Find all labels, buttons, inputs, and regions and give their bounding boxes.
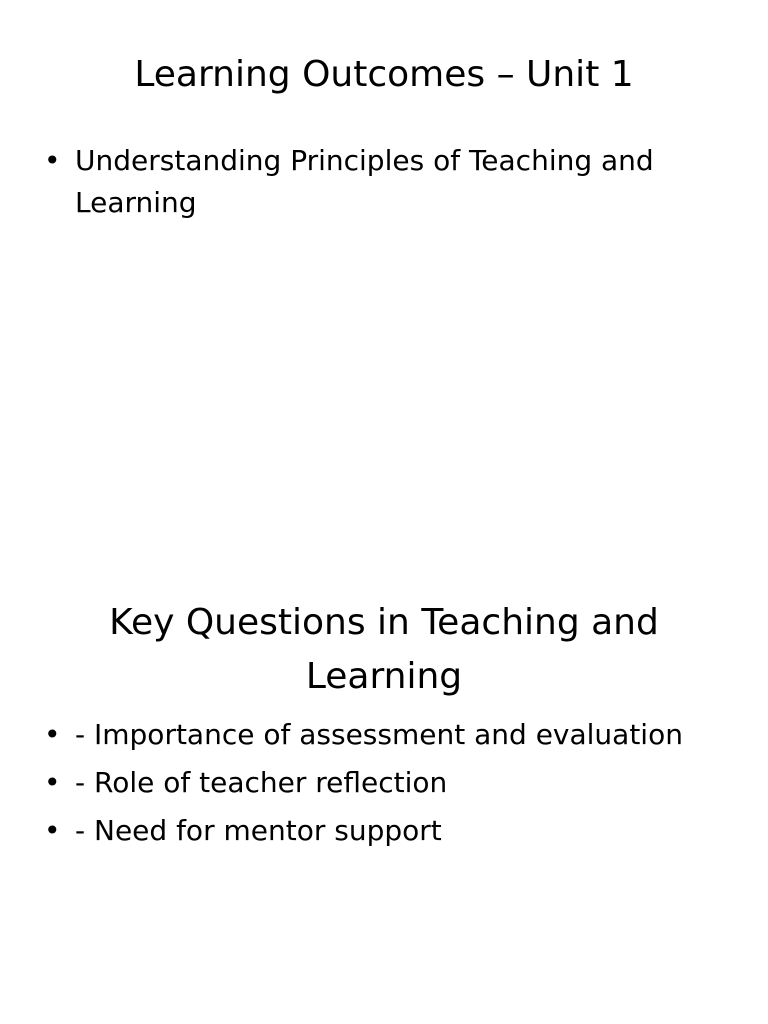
bullet-dot-icon: • — [44, 766, 61, 799]
bullet-text: - Need for mentor support — [75, 814, 442, 847]
slide-title: Learning Outcomes – Unit 1 — [134, 54, 634, 95]
bullet-list — [40, 714, 708, 858]
slide-2 — [0, 512, 768, 1024]
bullet-item — [40, 714, 708, 756]
bullet-text: - Importance of assessment and evaluation — [75, 718, 683, 751]
bullet-dot-icon: • — [44, 718, 61, 751]
bullet-dot-icon: • — [44, 814, 61, 847]
bullet-text: Understanding Principles of Teaching and Learning — [75, 144, 654, 219]
bullet-list — [40, 140, 708, 230]
slide-title: Key Questions in Teaching and Learning — [109, 602, 659, 697]
bullet-item — [40, 140, 708, 224]
bullet-item — [40, 810, 708, 852]
bullet-dot-icon: • — [44, 144, 61, 177]
bullet-item — [40, 762, 708, 804]
bullet-text: - Role of teacher reflection — [75, 766, 448, 799]
